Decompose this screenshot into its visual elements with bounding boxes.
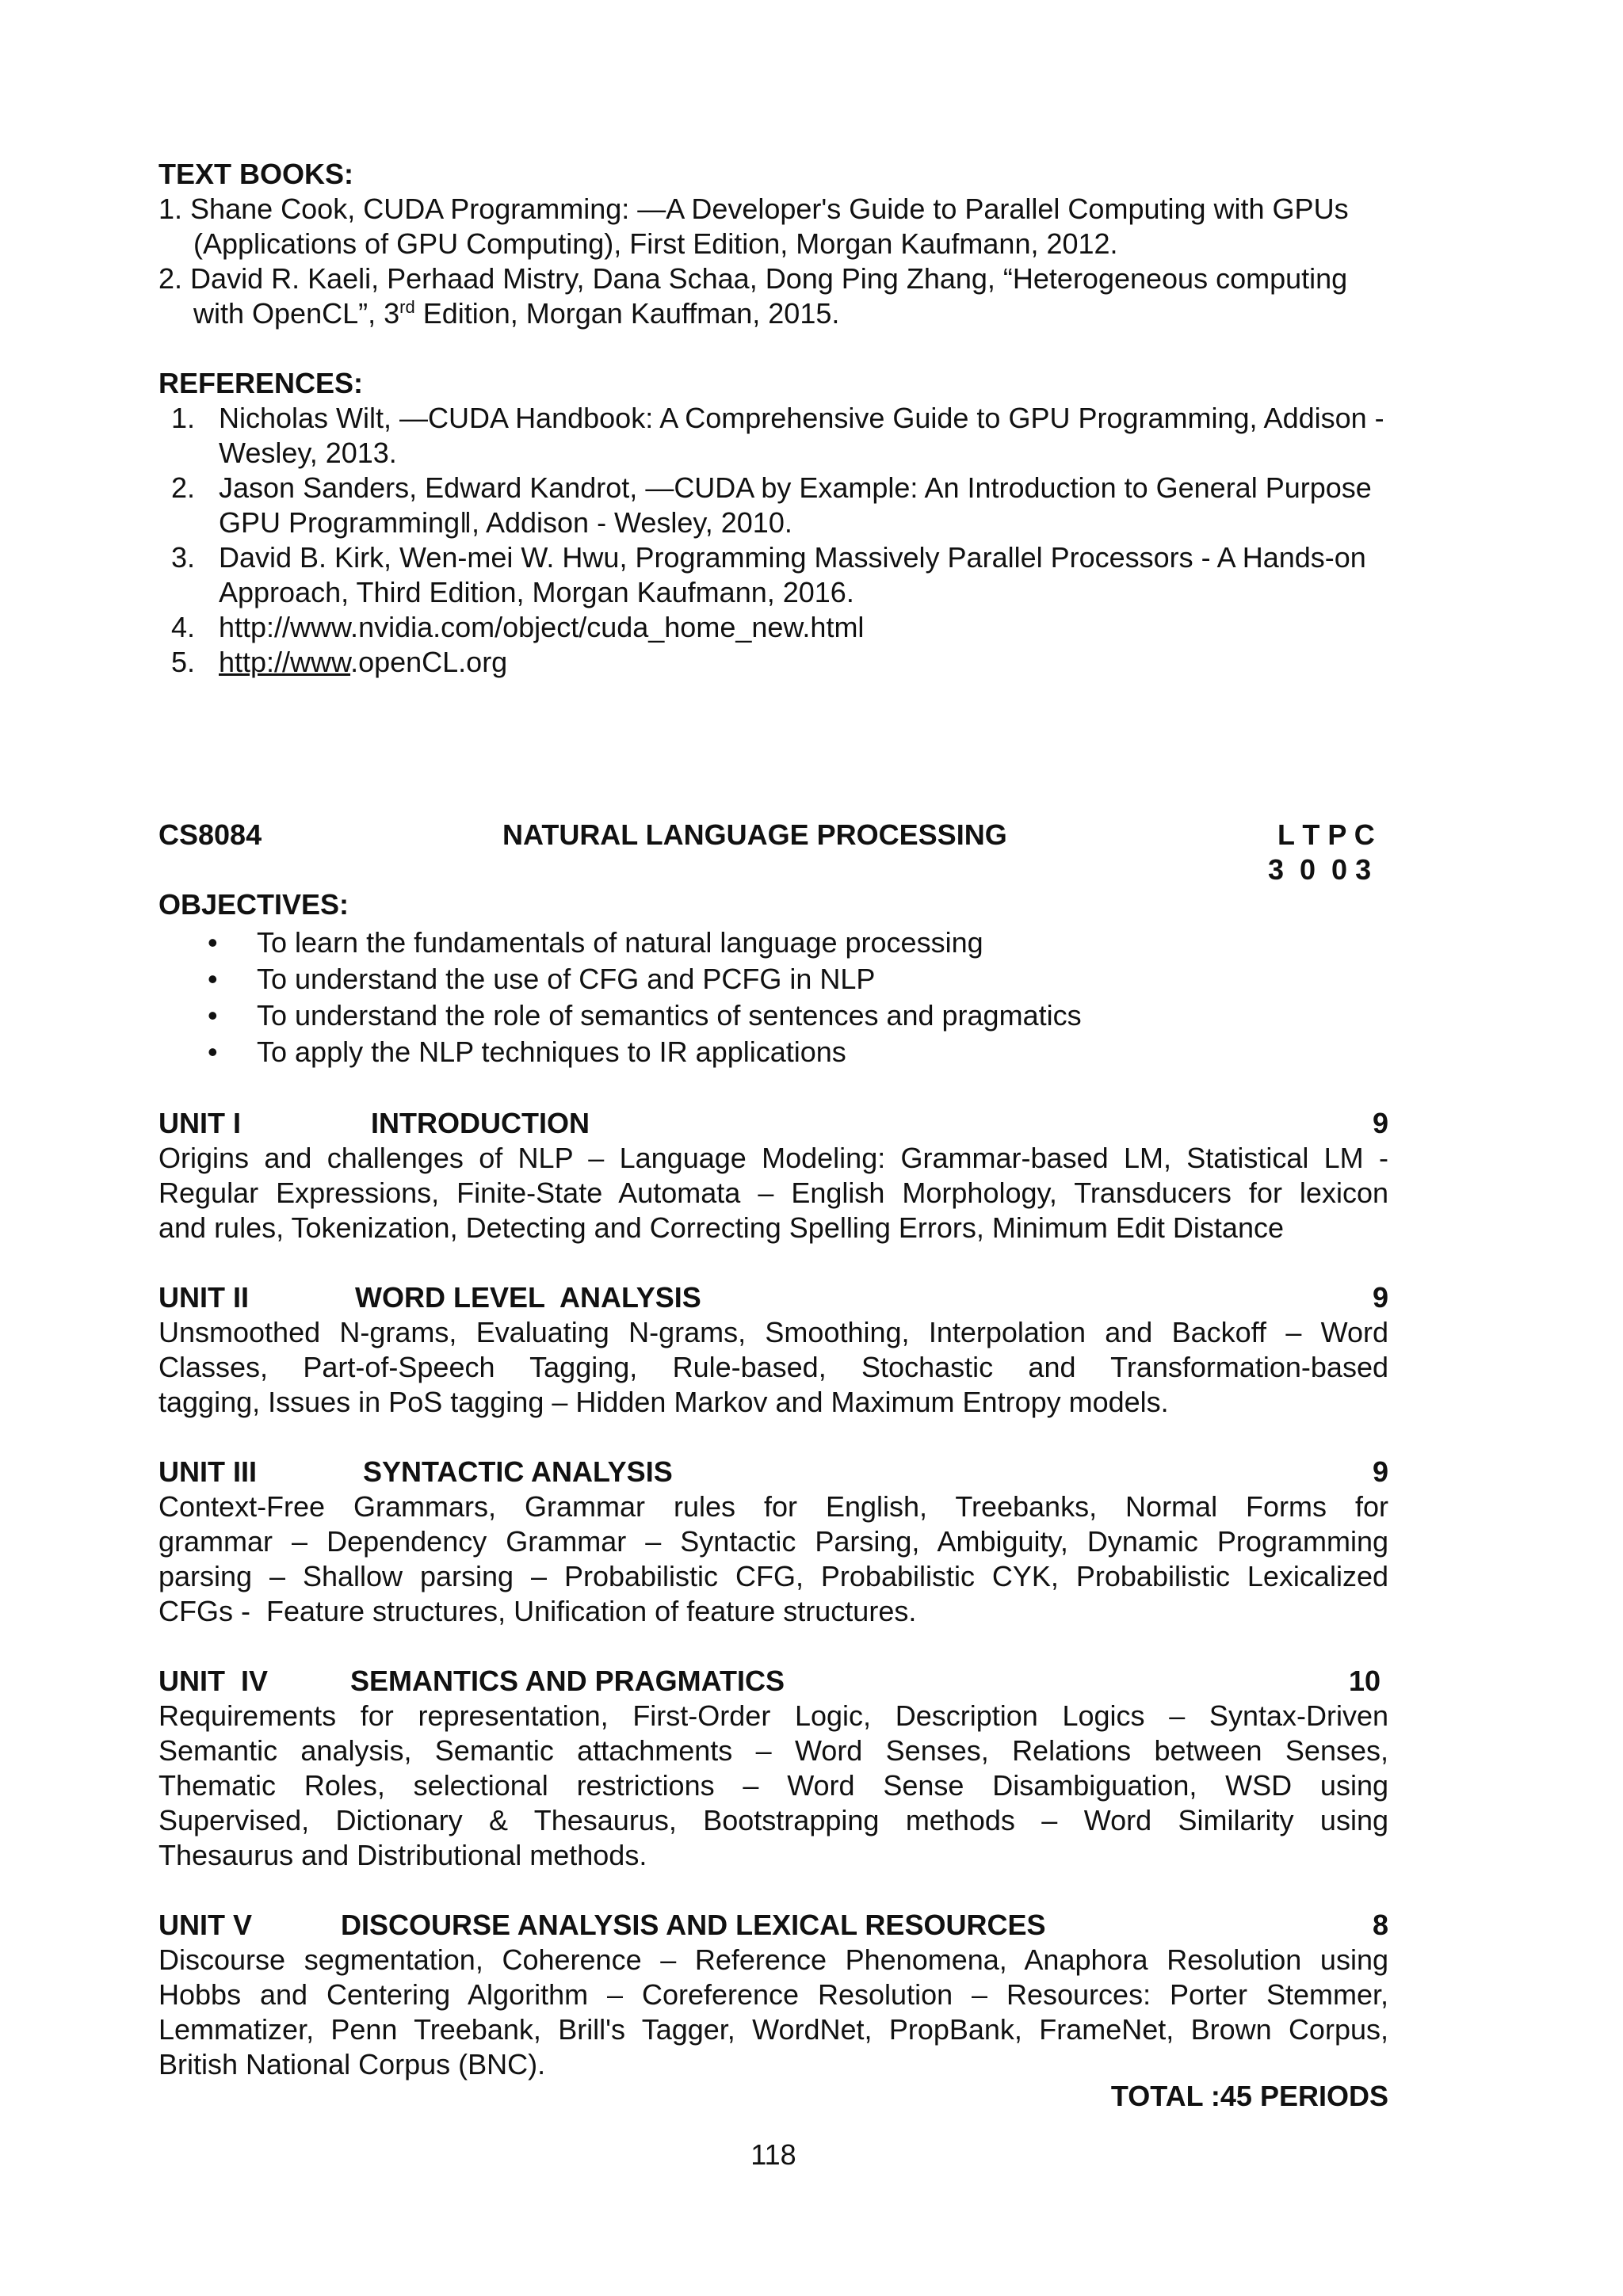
- unit-4-hours: 10: [1349, 1665, 1381, 1697]
- unit-2-line: Classes, Part-of-Speech Tagging, Rule-based, Stochastic and Transformation-based: [158, 1351, 1388, 1383]
- ltpc-label: L T P C: [1277, 818, 1375, 851]
- unit-5-hours: 8: [1372, 1909, 1388, 1941]
- unit-5-line: Hobbs and Centering Algorithm – Coreference Resolution – Resources: Porter Stemmer,: [158, 1978, 1388, 2011]
- total-periods: TOTAL :45 PERIODS: [1110, 2080, 1388, 2112]
- unit-2-hours: 9: [1372, 1281, 1388, 1314]
- reference-4-url[interactable]: http://www.nvidia.com/object/cuda_home_new.html: [219, 611, 865, 643]
- unit-3-title: SYNTACTIC ANALYSIS: [363, 1455, 673, 1488]
- reference-3-line-2: Approach, Third Edition, Morgan Kaufmann, 2016.: [219, 576, 854, 608]
- course-code: CS8084: [158, 818, 262, 851]
- reference-3-line-1: David B. Kirk, Wen-mei W. Hwu, Programming Massively Parallel Processors - A Hands-on: [219, 541, 1366, 574]
- unit-4-line: Semantic analysis, Semantic attachments – Word Senses, Relations between Senses,: [158, 1734, 1388, 1767]
- page-number: 118: [750, 2138, 796, 2171]
- reference-2-line-1: Jason Sanders, Edward Kandrot, —CUDA by Example: An Introduction to General Purpose: [219, 471, 1372, 504]
- unit-5-label: UNIT V: [158, 1909, 253, 1941]
- unit-5-line: Lemmatizer, Penn Treebank, Brill's Tagger, WordNet, PropBank, FrameNet, Brown Corpus,: [158, 2013, 1388, 2046]
- unit-2-title: WORD LEVEL ANALYSIS: [355, 1281, 701, 1314]
- objective-bullet: •: [208, 926, 218, 959]
- textbook-text: Edition, Morgan Kauffman, 2015.: [414, 297, 840, 330]
- unit-1-line: Origins and challenges of NLP – Language Modeling: Grammar-based LM, Statistical LM -: [158, 1142, 1388, 1174]
- unit-4-line: Thematic Roles, selectional restrictions – Word Sense Disambiguation, WSD using: [158, 1769, 1388, 1802]
- unit-1-hours: 9: [1372, 1107, 1388, 1139]
- list-number: 1.: [158, 193, 183, 225]
- textbook-1-line-1: [158, 192, 1349, 227]
- unit-3-line: parsing – Shallow parsing – Probabilistic CFG, Probabilistic CYK, Probabilistic Lexicalized: [158, 1560, 1388, 1592]
- unit-5-line: Discourse segmentation, Coherence – Reference Phenomena, Anaphora Resolution using: [158, 1943, 1388, 1976]
- unit-3-label: UNIT III: [158, 1455, 257, 1488]
- reference-1-num: 1.: [171, 402, 196, 434]
- unit-1-line: and rules, Tokenization, Detecting and Correcting Spelling Errors, Minimum Edit Distance: [158, 1211, 1284, 1244]
- textbooks-heading: TEXT BOOKS:: [158, 158, 354, 190]
- unit-3-line: grammar – Dependency Grammar – Syntactic Parsing, Ambiguity, Dynamic Programming: [158, 1525, 1388, 1558]
- reference-5-url[interactable]: [219, 645, 507, 680]
- unit-4-line: Supervised, Dictionary & Thesaurus, Bootstrapping methods – Word Similarity using: [158, 1804, 1388, 1836]
- references-heading: REFERENCES:: [158, 367, 364, 399]
- objective-bullet: •: [208, 1035, 218, 1068]
- textbook-2-line-2: [193, 296, 839, 331]
- unit-5-line: British National Corpus (BNC).: [158, 2048, 546, 2081]
- unit-3-hours: 9: [1372, 1455, 1388, 1488]
- reference-5-link[interactable]: http://www: [219, 646, 351, 678]
- unit-1-label: UNIT I: [158, 1107, 241, 1139]
- unit-4-line: Thesaurus and Distributional methods.: [158, 1839, 647, 1871]
- textbook-1-line-2: (Applications of GPU Computing), First Edition, Morgan Kaufmann, 2012.: [193, 227, 1118, 260]
- objectives-heading: OBJECTIVES:: [158, 888, 349, 921]
- unit-2-label: UNIT II: [158, 1281, 249, 1314]
- objective-item: To understand the role of semantics of sentences and pragmatics: [257, 999, 1082, 1032]
- reference-2-line-2: GPU Programming‖, Addison - Wesley, 2010.: [219, 506, 792, 539]
- unit-3-line: Context-Free Grammars, Grammar rules for English, Treebanks, Normal Forms for: [158, 1490, 1388, 1523]
- textbook-text: with OpenCL”, 3: [193, 297, 400, 330]
- unit-1-line: Regular Expressions, Finite-State Automata – English Morphology, Transducers for lexicon: [158, 1177, 1388, 1209]
- reference-3-num: 3.: [171, 541, 196, 574]
- unit-4-label: UNIT IV: [158, 1665, 269, 1697]
- unit-4-title: SEMANTICS AND PRAGMATICS: [350, 1665, 785, 1697]
- unit-5-title: DISCOURSE ANALYSIS AND LEXICAL RESOURCES: [341, 1909, 1046, 1941]
- unit-2-line: tagging, Issues in PoS tagging – Hidden Markov and Maximum Entropy models.: [158, 1386, 1169, 1418]
- reference-5-num: 5.: [171, 646, 196, 678]
- objective-item: To understand the use of CFG and PCFG in NLP: [257, 963, 876, 995]
- unit-4-line: Requirements for representation, First-Order Logic, Description Logics – Syntax-Driven: [158, 1699, 1388, 1732]
- superscript: rd: [399, 297, 415, 317]
- reference-1-line-2: Wesley, 2013.: [219, 437, 397, 469]
- reference-1-line-1: Nicholas Wilt, —CUDA Handbook: A Comprehensive Guide to GPU Programming, Addison -: [219, 402, 1384, 434]
- unit-2-line: Unsmoothed N-grams, Evaluating N-grams, Smoothing, Interpolation and Backoff – Word: [158, 1316, 1388, 1348]
- textbook-text: Shane Cook, CUDA Programming: —A Developer's Guide to Parallel Computing with GPUs: [190, 193, 1349, 225]
- textbook-2-line-1: [158, 261, 1347, 296]
- ltpc-values: 3 0 0 3: [1268, 853, 1372, 886]
- reference-5-rest: .openCL.org: [350, 646, 508, 678]
- list-number: 2.: [158, 262, 183, 295]
- objective-item: To learn the fundamentals of natural language processing: [257, 926, 983, 959]
- course-title: NATURAL LANGUAGE PROCESSING: [502, 818, 1007, 851]
- unit-1-title: INTRODUCTION: [371, 1107, 590, 1139]
- reference-2-num: 2.: [171, 471, 196, 504]
- objective-item: To apply the NLP techniques to IR applications: [257, 1035, 846, 1068]
- reference-4-num: 4.: [171, 611, 196, 643]
- objective-bullet: •: [208, 963, 218, 995]
- unit-3-line: CFGs - Feature structures, Unification of feature structures.: [158, 1595, 917, 1627]
- objective-bullet: •: [208, 999, 218, 1032]
- textbook-text: David R. Kaeli, Perhaad Mistry, Dana Schaa, Dong Ping Zhang, “Heterogeneous computing: [190, 262, 1348, 295]
